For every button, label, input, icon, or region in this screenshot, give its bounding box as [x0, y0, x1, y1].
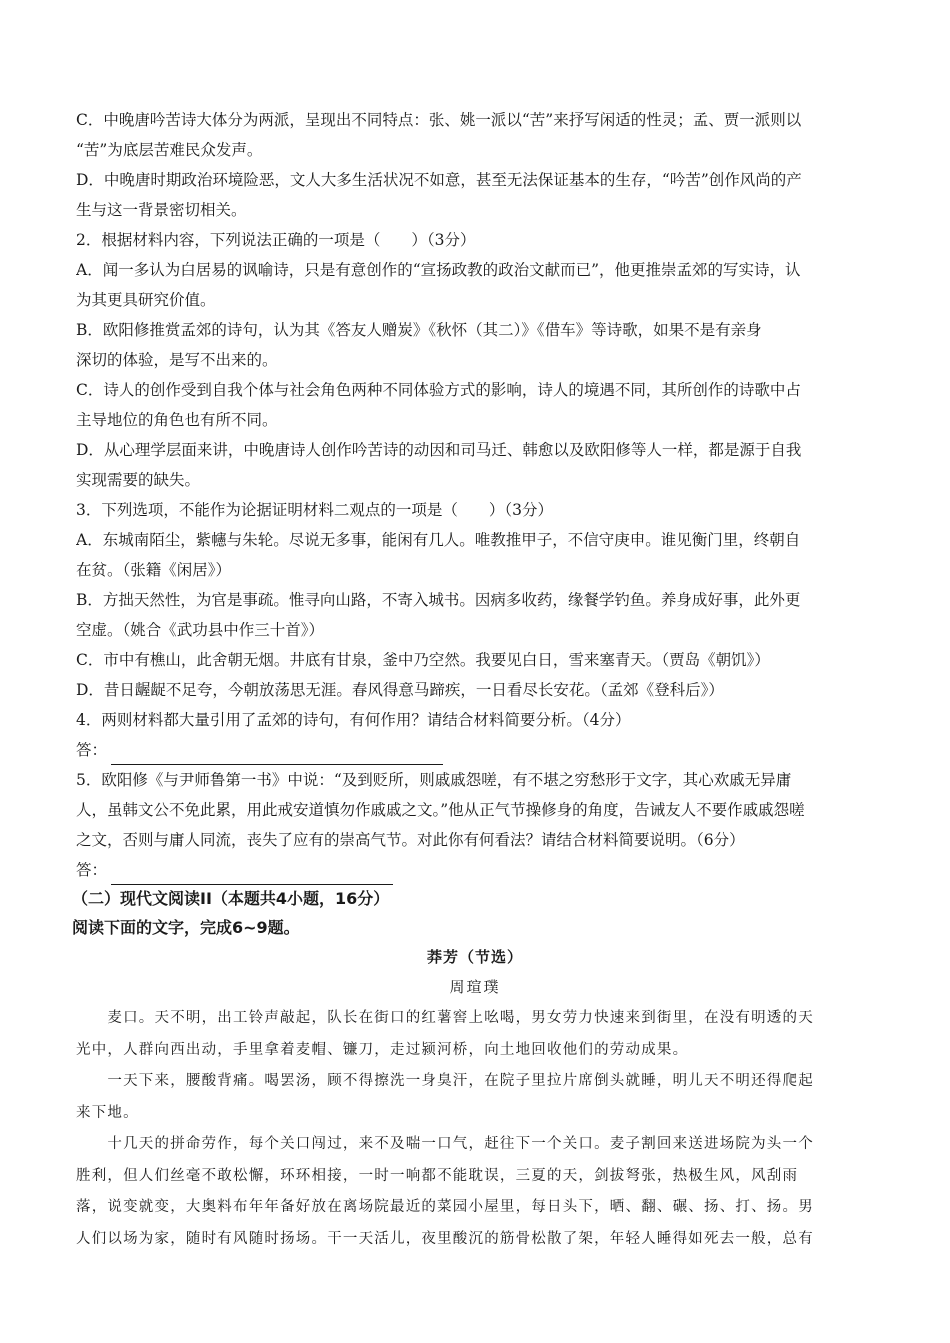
- text-line: 光中，人群向西出动，手里拿着麦帽、镰刀，走过颍河桥，向土地回收他们的劳动成果。: [76, 1041, 689, 1058]
- text-line: 5．欧阳修《与尹师鲁第一书》中说：“及到贬所，则戚戚怨嗟，有不堪之穷愁形于文字，其心欢戚无异庸: [76, 771, 792, 789]
- text-line: 为其更具研究价值。: [76, 291, 216, 309]
- q1-option-d: [76, 165, 866, 225]
- q2-stem: [76, 225, 866, 255]
- text-line: 生与这一背景密切相关。: [76, 201, 247, 219]
- text-line: 十几天的拼命劳作，每个关口闯过，来不及喘一口气，赶往下一个关口。麦子割回来送进场院为头一个: [76, 1136, 814, 1152]
- q3-option-c: [76, 645, 866, 675]
- passage-author: 周瑄璞: [449, 978, 501, 996]
- passage-title: 莽芳（节选）: [426, 948, 523, 966]
- text-line: A．东城南陌尘，紫幰与朱轮。尽说无多事，能闲有几人。唯教推甲子，不信守庚申。谁见衡门里，终朝自: [76, 531, 801, 549]
- answer-label: 答：: [76, 861, 108, 879]
- text-line: 麦口。天不明，出工铃声敲起，队长在街口的红薯窖上吆喝，男女劳力快速来到街里，在没有明透的天: [76, 1010, 814, 1026]
- text-line: 来下地。: [76, 1104, 139, 1121]
- answer-line[interactable]: [111, 864, 393, 885]
- text-line: 一天下来，腰酸背痛。喝罢汤，顾不得擦洗一身臭汗，在院子里拉片席倒头就睡，明儿天不明还得爬起: [76, 1073, 814, 1089]
- text-line: A．闻一多认为白居易的讽喻诗，只是有意创作的“宣扬政教的政治文献而已”，他更推崇孟郊的写实诗，认: [76, 261, 801, 279]
- text-line: 胜利，但人们丝毫不敢松懈，环环相接，一时一响都不能耽误，三夏的天，剑拔弩张，热极生风，风刮雨: [76, 1167, 799, 1184]
- q3-option-a: [76, 525, 866, 585]
- text-line: 空虚。（姚合《武功县中作三十首》）: [76, 621, 325, 639]
- q2-option-c: [76, 375, 866, 435]
- text-line: 人们以场为家，随时有风随时扬场。干一天活儿，夜里酸沉的筋骨松散了架，年轻人睡得如死去一般，总有: [76, 1230, 814, 1247]
- q1-option-c: [76, 105, 866, 165]
- text-line: 人，虽韩文公不免此累，用此戒安道慎勿作戚戚之文。”他从正气节操修身的角度，告诫友人不要作戚戚怨嗟: [76, 801, 805, 819]
- q4-answer-area[interactable]: [76, 735, 866, 765]
- text-line: C．诗人的创作受到自我个体与社会角色两种不同体验方式的影响，诗人的境遇不同，其所创作的诗歌中占: [76, 381, 801, 399]
- q3-stem: [76, 495, 866, 525]
- text-line: D．昔日龌龊不足夸，今朝放荡思无涯。春风得意马蹄疾，一日看尽长安花。（孟郊《登科后》）: [76, 681, 724, 699]
- q2-option-d: [76, 435, 866, 495]
- q5-stem: [76, 765, 866, 855]
- answer-label: 答：: [76, 741, 108, 759]
- q2-option-b: [76, 315, 866, 375]
- q3-option-d: [76, 675, 866, 705]
- text-line: “苦”为底层苦难民众发声。: [76, 141, 263, 159]
- text-line: D．中晚唐时期政治环境险恶，文人大多生活状况不如意，甚至无法保证基本的生存，“吟苦”创作风尚的产: [76, 171, 802, 189]
- text-line: C．中晚唐吟苦诗大体分为两派，呈现出不同特点：张、姚一派以“苦”来抒写闲适的性灵；孟、贾一派则以: [76, 111, 802, 129]
- text-line: 主导地位的角色也有所不同。: [76, 411, 278, 429]
- question-stem: 3．下列选项，不能作为论据证明材料二观点的一项是（ ）（3分）: [76, 501, 553, 519]
- text-line: 在贫。（张籍《闲居》）: [76, 561, 232, 579]
- q2-option-a: [76, 255, 866, 315]
- q5-answer-area[interactable]: [76, 855, 866, 885]
- question-stem: 2．根据材料内容，下列说法正确的一项是（ ）（3分）: [76, 231, 476, 249]
- section-heading: （二）现代文阅读II（本题共4小题，16分）: [72, 889, 390, 908]
- text-line: D．从心理学层面来讲，中晚唐诗人创作吟苦诗的动因和司马迁、韩愈以及欧阳修等人一样，都是源于自我: [76, 441, 802, 459]
- text-line: 落，说变就变，大奥料布年年备好放在离场院最近的菜园小屋里，每日头下，晒、翻、碾、扬、打、扬。男: [76, 1199, 814, 1215]
- passage-paragraph-3: [76, 1129, 866, 1255]
- text-line: 实现需要的缺失。: [76, 471, 201, 489]
- passage-paragraph-2: [76, 1066, 866, 1129]
- text-line: 之文，否则与庸人同流，丧失了应有的崇高气节。对此你有何看法？请结合材料简要说明。（6分）: [76, 831, 745, 849]
- q4-stem: [76, 705, 866, 735]
- text-line: B．欧阳修推赏孟郊的诗句，认为其《答友人赠炭》《秋怀（其二）》《借车》等诗歌，如果不是有亲身: [76, 321, 762, 339]
- text-line: 深切的体验，是写不出来的。: [76, 351, 278, 369]
- passage-paragraph-1: [76, 1003, 866, 1066]
- text-line: B．方拙天然性，为官是事疏。惟寻向山路，不寄入城书。因病多收药，缘餐学钓鱼。养身成好事，此外更: [76, 591, 801, 609]
- question-stem: 4．两则材料都大量引用了孟郊的诗句，有何作用？请结合材料简要分析。（4分）: [76, 711, 631, 729]
- text-line: C．市中有樵山，此舍朝无烟。井底有甘泉，釜中乃空然。我要见白日，雪来塞青天。（贾岛《朝饥》）: [76, 651, 770, 669]
- section-instruction: 阅读下面的文字，完成6~9题。: [72, 918, 300, 937]
- q3-option-b: [76, 585, 866, 645]
- answer-line[interactable]: [111, 744, 443, 765]
